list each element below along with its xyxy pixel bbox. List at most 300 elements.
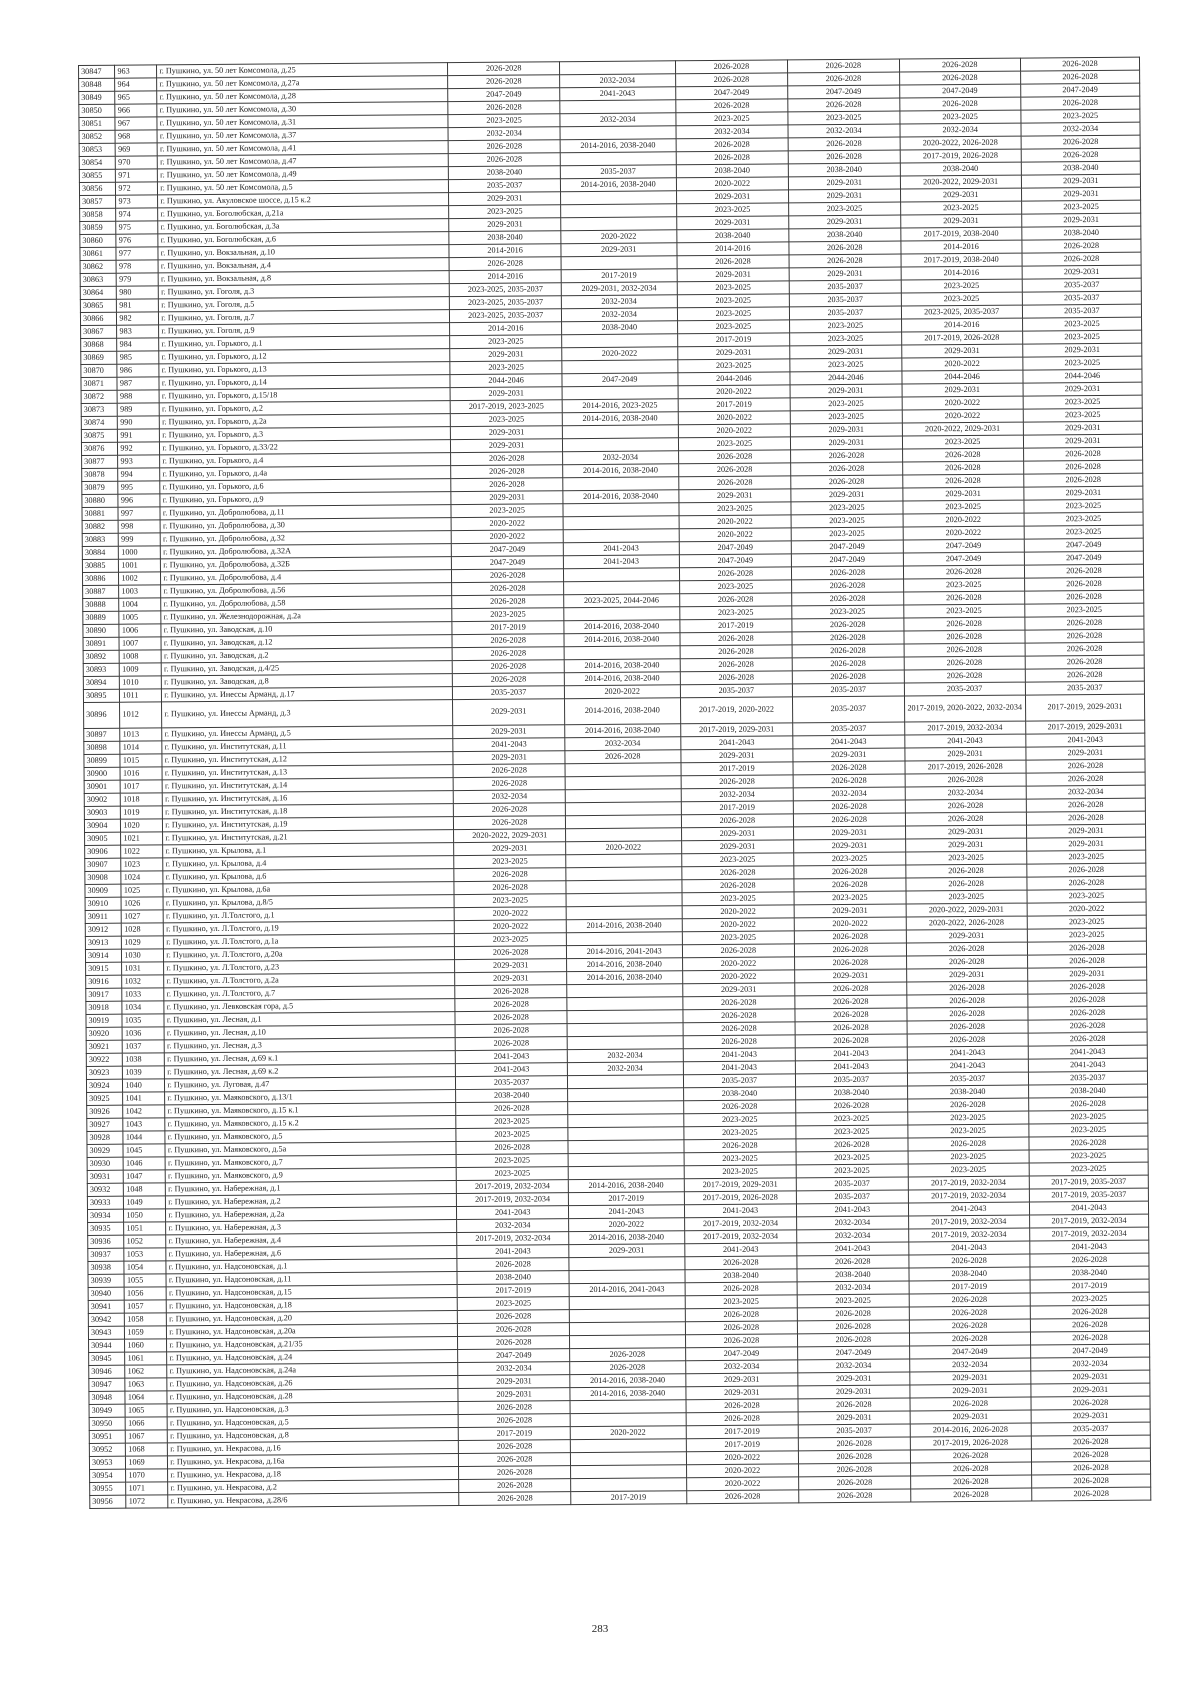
address-cell: г. Пушкино, ул. Вокзальная, д.8 bbox=[158, 271, 449, 286]
period-2-cell: 2014-2016, 2038-2040 bbox=[566, 958, 682, 972]
period-4-cell: 2023-2025 bbox=[791, 527, 902, 541]
period-3-cell: 2026-2028 bbox=[685, 1256, 798, 1270]
period-6-cell: 2029-2031 bbox=[1023, 421, 1142, 435]
item-number-cell: 982 bbox=[117, 312, 159, 325]
period-2-cell bbox=[565, 776, 681, 790]
period-5-cell: 2026-2028 bbox=[907, 1098, 1028, 1112]
period-6-cell: 2026-2028 bbox=[1031, 1396, 1150, 1410]
period-2-cell: 2014-2016, 2038-2040 bbox=[566, 971, 682, 985]
period-6-cell: 2026-2028 bbox=[1026, 798, 1145, 812]
address-cell: г. Пушкино, ул. Л.Толстого, д.19 bbox=[164, 921, 455, 936]
period-6-cell: 2023-2025 bbox=[1022, 317, 1141, 331]
period-2-cell: 2014-2016, 2041-2043 bbox=[569, 1283, 685, 1297]
address-cell: г. Пушкино, ул. Гоголя, д.9 bbox=[159, 323, 450, 338]
address-cell: г. Пушкино, ул. Л.Толстого, д.1 bbox=[163, 908, 454, 923]
period-1-cell: 2023-2025 bbox=[451, 504, 562, 518]
period-1-cell: 2029-2031 bbox=[450, 348, 561, 362]
period-2-cell: 2026-2028 bbox=[569, 1348, 685, 1362]
item-number-cell: 963 bbox=[115, 65, 157, 78]
register-table bbox=[78, 57, 1151, 1509]
period-3-cell: 2029-2031 bbox=[682, 983, 795, 997]
period-1-cell: 2023-2025, 2035-2037 bbox=[450, 283, 561, 297]
address-cell: г. Пушкино, ул. 50 лет Комсомола, д.47 bbox=[158, 154, 449, 169]
period-6-cell: 2023-2025 bbox=[1024, 512, 1143, 526]
period-4-cell: 2029-2031 bbox=[791, 488, 902, 502]
record-id-cell: 30921 bbox=[86, 1040, 122, 1053]
period-2-cell: 2014-2016, 2038-2040 bbox=[563, 490, 679, 504]
period-4-cell: 2029-2031 bbox=[794, 839, 905, 853]
period-5-cell: 2029-2031 bbox=[906, 929, 1027, 943]
period-6-cell: 2029-2031 bbox=[1022, 265, 1141, 279]
record-id-cell: 30852 bbox=[79, 130, 115, 143]
period-6-cell: 2023-2025 bbox=[1023, 395, 1142, 409]
item-number-cell: 976 bbox=[116, 234, 158, 247]
item-number-cell: 1065 bbox=[125, 1404, 167, 1417]
period-2-cell bbox=[561, 217, 677, 231]
period-4-cell: 2035-2037 bbox=[793, 722, 904, 736]
period-4-cell: 2026-2028 bbox=[789, 241, 900, 255]
period-1-cell: 2017-2019 bbox=[459, 1427, 570, 1441]
period-1-cell: 2023-2025, 2035-2037 bbox=[450, 309, 561, 323]
record-id-cell: 30929 bbox=[87, 1144, 123, 1157]
period-4-cell: 2026-2028 bbox=[788, 98, 899, 112]
period-6-cell: 2026-2028 bbox=[1027, 876, 1146, 890]
period-4-cell: 2032-2034 bbox=[793, 787, 904, 801]
address-cell: г. Пушкино, ул. Добролюбова, д.30 bbox=[160, 518, 451, 533]
period-5-cell: 2023-2025 bbox=[902, 500, 1023, 514]
period-4-cell: 2041-2043 bbox=[795, 1047, 906, 1061]
period-3-cell: 2020-2022 bbox=[679, 528, 792, 542]
address-cell: г. Пушкино, ул. Вокзальная, д.4 bbox=[158, 258, 449, 273]
period-4-cell: 2026-2028 bbox=[788, 137, 899, 151]
item-number-cell: 1043 bbox=[123, 1118, 165, 1131]
period-3-cell: 2029-2031 bbox=[676, 190, 789, 204]
period-3-cell: 2017-2019, 2032-2034 bbox=[684, 1230, 797, 1244]
period-3-cell: 2026-2028 bbox=[679, 567, 792, 581]
record-id-cell: 30949 bbox=[89, 1404, 125, 1417]
period-5-cell: 2032-2034 bbox=[905, 786, 1026, 800]
period-4-cell: 2026-2028 bbox=[799, 1450, 910, 1464]
period-3-cell: 2029-2031 bbox=[677, 346, 790, 360]
address-cell: г. Пушкино, ул. Акуловское шоссе, д.15 к.2 bbox=[158, 193, 449, 208]
period-6-cell: 2017-2019, 2029-2031 bbox=[1026, 720, 1145, 734]
period-3-cell: 2020-2022 bbox=[678, 385, 791, 399]
record-id-cell: 30917 bbox=[86, 988, 122, 1001]
record-id-cell: 30900 bbox=[84, 767, 120, 780]
period-2-cell bbox=[563, 477, 679, 491]
period-4-cell: 2029-2031 bbox=[789, 215, 900, 229]
address-cell: г. Пушкино, ул. Надсоновская, д.28 bbox=[167, 1389, 458, 1404]
record-id-cell: 30926 bbox=[87, 1105, 123, 1118]
item-number-cell: 968 bbox=[115, 130, 157, 143]
item-number-cell: 999 bbox=[119, 533, 161, 546]
item-number-cell: 1048 bbox=[124, 1183, 166, 1196]
period-1-cell: 2029-2031 bbox=[455, 959, 566, 973]
period-5-cell: 2017-2019, 2038-2040 bbox=[900, 227, 1021, 241]
item-number-cell: 1001 bbox=[119, 559, 161, 572]
period-3-cell: 2026-2028 bbox=[680, 671, 793, 685]
period-3-cell: 2032-2034 bbox=[681, 788, 794, 802]
item-number-cell: 967 bbox=[115, 117, 157, 130]
period-6-cell: 2026-2028 bbox=[1020, 57, 1139, 71]
period-5-cell: 2032-2034 bbox=[900, 123, 1021, 137]
period-6-cell: 2023-2025 bbox=[1027, 928, 1146, 942]
period-2-cell bbox=[570, 1400, 686, 1414]
period-4-cell: 2026-2028 bbox=[788, 150, 899, 164]
item-number-cell: 1025 bbox=[121, 884, 163, 897]
item-number-cell: 1053 bbox=[124, 1248, 166, 1261]
item-number-cell: 992 bbox=[118, 442, 160, 455]
address-cell: г. Пушкино, ул. Добролюбова, д.58 bbox=[161, 596, 452, 611]
address-cell: г. Пушкино, ул. Заводская, д.8 bbox=[162, 674, 453, 689]
period-5-cell: 2017-2019, 2020-2022, 2032-2034 bbox=[904, 695, 1026, 722]
period-3-cell: 2023-2025 bbox=[683, 1126, 796, 1140]
period-1-cell: 2026-2028 bbox=[451, 452, 562, 466]
record-id-cell: 30925 bbox=[87, 1092, 123, 1105]
period-6-cell: 2017-2019 bbox=[1030, 1279, 1149, 1293]
period-3-cell: 2017-2019, 2032-2034 bbox=[684, 1217, 797, 1231]
item-number-cell: 1009 bbox=[120, 663, 162, 676]
period-4-cell: 2023-2025 bbox=[796, 1164, 907, 1178]
period-4-cell: 2023-2025 bbox=[794, 891, 905, 905]
period-6-cell: 2026-2028 bbox=[1028, 1097, 1147, 1111]
period-4-cell: 2026-2028 bbox=[795, 1034, 906, 1048]
register-sheet bbox=[78, 57, 1151, 1509]
period-6-cell: 2044-2046 bbox=[1023, 369, 1142, 383]
record-id-cell: 30897 bbox=[84, 728, 120, 741]
record-id-cell: 30850 bbox=[79, 104, 115, 117]
period-1-cell: 2029-2031 bbox=[453, 699, 565, 726]
record-id-cell: 30868 bbox=[81, 338, 117, 351]
period-6-cell: 2026-2028 bbox=[1024, 564, 1143, 578]
period-4-cell: 2035-2037 bbox=[796, 1190, 907, 1204]
period-5-cell: 2026-2028 bbox=[907, 1020, 1028, 1034]
address-cell: г. Пушкино, ул. Лесная, д.10 bbox=[164, 1025, 455, 1040]
period-6-cell: 2023-2025 bbox=[1027, 850, 1146, 864]
period-4-cell: 2029-2031 bbox=[790, 345, 901, 359]
period-2-cell bbox=[570, 1465, 686, 1479]
address-cell: г. Пушкино, ул. Лесная, д.3 bbox=[164, 1038, 455, 1053]
period-1-cell: 2026-2028 bbox=[448, 101, 559, 115]
address-cell: г. Пушкино, ул. Добролюбова, д.56 bbox=[161, 583, 452, 598]
period-3-cell: 2023-2025 bbox=[682, 931, 795, 945]
item-number-cell: 1060 bbox=[125, 1339, 167, 1352]
record-id-cell: 30854 bbox=[79, 156, 115, 169]
period-3-cell: 2020-2022 bbox=[678, 424, 791, 438]
address-cell: г. Пушкино, ул. Заводская, д.12 bbox=[161, 635, 452, 650]
period-3-cell: 2026-2028 bbox=[683, 1009, 796, 1023]
period-2-cell: 2029-2031, 2032-2034 bbox=[561, 282, 677, 296]
period-1-cell: 2026-2028 bbox=[454, 881, 565, 895]
period-5-cell: 2026-2028 bbox=[909, 1306, 1030, 1320]
period-4-cell: 2026-2028 bbox=[797, 1255, 908, 1269]
period-5-cell: 2032-2034 bbox=[909, 1358, 1030, 1372]
period-1-cell: 2026-2028 bbox=[459, 1453, 570, 1467]
period-6-cell: 2026-2028 bbox=[1024, 577, 1143, 591]
period-6-cell: 2023-2025 bbox=[1025, 603, 1144, 617]
period-5-cell: 2026-2028 bbox=[905, 799, 1026, 813]
period-5-cell: 2047-2049 bbox=[903, 552, 1024, 566]
period-1-cell: 2041-2043 bbox=[456, 1050, 567, 1064]
period-4-cell: 2026-2028 bbox=[798, 1398, 909, 1412]
record-id-cell: 30860 bbox=[80, 234, 116, 247]
period-6-cell: 2023-2025 bbox=[1029, 1110, 1148, 1124]
period-6-cell: 2023-2025 bbox=[1024, 499, 1143, 513]
period-2-cell bbox=[570, 1413, 686, 1427]
period-2-cell bbox=[565, 828, 681, 842]
period-1-cell: 2026-2028 bbox=[459, 1414, 570, 1428]
item-number-cell: 1020 bbox=[121, 819, 163, 832]
period-3-cell: 2023-2025 bbox=[676, 112, 789, 126]
item-number-cell: 1002 bbox=[119, 572, 161, 585]
period-1-cell: 2017-2019, 2023-2025 bbox=[451, 400, 562, 414]
record-id-cell: 30863 bbox=[80, 273, 116, 286]
period-1-cell: 2017-2019 bbox=[452, 621, 563, 635]
period-2-cell: 2026-2028 bbox=[570, 1361, 686, 1375]
period-2-cell bbox=[566, 932, 682, 946]
address-cell: г. Пушкино, ул. Маяковского, д.15 к.2 bbox=[165, 1116, 456, 1131]
item-number-cell: 995 bbox=[118, 481, 160, 494]
period-1-cell: 2026-2028 bbox=[456, 1102, 567, 1116]
period-4-cell: 2026-2028 bbox=[794, 813, 905, 827]
period-5-cell: 2029-2031 bbox=[905, 838, 1026, 852]
period-6-cell: 2047-2049 bbox=[1021, 83, 1140, 97]
period-2-cell bbox=[566, 854, 682, 868]
item-number-cell: 1008 bbox=[119, 650, 161, 663]
period-2-cell bbox=[562, 438, 678, 452]
address-cell: г. Пушкино, ул. Лесная, д.69 к.2 bbox=[165, 1064, 456, 1079]
period-1-cell: 2032-2034 bbox=[448, 127, 559, 141]
period-6-cell: 2032-2034 bbox=[1021, 122, 1140, 136]
period-3-cell: 2041-2043 bbox=[684, 1243, 797, 1257]
address-cell: г. Пушкино, ул. Боголюбская, д.3а bbox=[158, 219, 449, 234]
period-2-cell bbox=[570, 1478, 686, 1492]
period-2-cell bbox=[568, 1166, 684, 1180]
period-1-cell: 2026-2028 bbox=[456, 1037, 567, 1051]
period-1-cell: 2035-2037 bbox=[453, 686, 564, 700]
period-2-cell: 2014-2016, 2038-2040 bbox=[564, 620, 680, 634]
period-6-cell: 2023-2025 bbox=[1029, 1149, 1148, 1163]
period-6-cell: 2029-2031 bbox=[1031, 1370, 1150, 1384]
address-cell: г. Пушкино, ул. Горького, д.3 bbox=[160, 427, 451, 442]
period-2-cell bbox=[566, 906, 682, 920]
address-cell: г. Пушкино, ул. Маяковского, д.15 к.1 bbox=[165, 1103, 456, 1118]
period-1-cell: 2029-2031 bbox=[449, 218, 560, 232]
record-id-cell: 30898 bbox=[84, 741, 120, 754]
period-5-cell: 2026-2028 bbox=[903, 630, 1024, 644]
period-3-cell: 2026-2028 bbox=[677, 255, 790, 269]
page-number: 283 bbox=[591, 1623, 609, 1635]
period-2-cell: 2032-2034 bbox=[567, 1049, 683, 1063]
period-1-cell: 2026-2028 bbox=[459, 1440, 570, 1454]
period-5-cell: 2020-2022, 2026-2028 bbox=[900, 136, 1021, 150]
period-5-cell: 2023-2025 bbox=[903, 604, 1024, 618]
period-1-cell: 2026-2028 bbox=[458, 1323, 569, 1337]
address-cell: г. Пушкино, ул. 50 лет Комсомола, д.41 bbox=[157, 141, 448, 156]
period-5-cell: 2023-2025 bbox=[902, 435, 1023, 449]
period-5-cell: 2029-2031 bbox=[910, 1410, 1031, 1424]
period-4-cell: 2029-2031 bbox=[789, 267, 900, 281]
item-number-cell: 1018 bbox=[121, 793, 163, 806]
period-1-cell: 2023-2025 bbox=[457, 1167, 568, 1181]
period-4-cell: 2035-2037 bbox=[793, 696, 905, 723]
period-3-cell: 2032-2034 bbox=[676, 125, 789, 139]
item-number-cell: 993 bbox=[118, 455, 160, 468]
period-3-cell: 2017-2019, 2026-2028 bbox=[684, 1191, 797, 1205]
address-cell: г. Пушкино, ул. Л.Толстого, д.2а bbox=[164, 973, 455, 988]
period-6-cell: 2038-2040 bbox=[1030, 1266, 1149, 1280]
period-1-cell: 2047-2049 bbox=[452, 556, 563, 570]
period-2-cell bbox=[560, 100, 676, 114]
period-2-cell bbox=[568, 1140, 684, 1154]
period-5-cell: 2017-2019, 2026-2028 bbox=[901, 331, 1022, 345]
item-number-cell: 1015 bbox=[120, 754, 162, 767]
period-5-cell: 2023-2025 bbox=[905, 851, 1026, 865]
period-4-cell: 2026-2028 bbox=[793, 761, 904, 775]
period-3-cell: 2035-2037 bbox=[683, 1074, 796, 1088]
record-id-cell: 30906 bbox=[85, 845, 121, 858]
record-id-cell: 30889 bbox=[83, 611, 119, 624]
address-cell: г. Пушкино, ул. Набережная, д.4 bbox=[166, 1233, 457, 1248]
period-1-cell: 2026-2028 bbox=[454, 868, 565, 882]
period-4-cell: 2038-2040 bbox=[797, 1268, 908, 1282]
period-2-cell: 2041-2043 bbox=[568, 1205, 684, 1219]
item-number-cell: 1035 bbox=[122, 1014, 164, 1027]
period-3-cell: 2029-2031 bbox=[676, 216, 789, 230]
period-1-cell: 2014-2016 bbox=[450, 322, 561, 336]
period-4-cell: 2023-2025 bbox=[796, 1151, 907, 1165]
period-1-cell: 2035-2037 bbox=[449, 179, 560, 193]
record-id-cell: 30903 bbox=[84, 806, 120, 819]
period-1-cell: 2020-2022 bbox=[452, 517, 563, 531]
item-number-cell: 1037 bbox=[123, 1040, 165, 1053]
period-6-cell: 2026-2028 bbox=[1027, 941, 1146, 955]
address-cell: г. Пушкино, ул. Маяковского, д.5а bbox=[165, 1142, 456, 1157]
period-5-cell: 2041-2043 bbox=[907, 1046, 1028, 1060]
period-2-cell bbox=[567, 1036, 683, 1050]
item-number-cell: 1050 bbox=[124, 1209, 166, 1222]
period-6-cell: 2041-2043 bbox=[1028, 1058, 1147, 1072]
period-4-cell: 2032-2034 bbox=[797, 1229, 908, 1243]
address-cell: г. Пушкино, ул. Институтская, д.11 bbox=[162, 739, 453, 754]
period-5-cell: 2029-2031 bbox=[902, 383, 1023, 397]
record-id-cell: 30912 bbox=[85, 923, 121, 936]
period-5-cell: 2017-2019 bbox=[909, 1280, 1030, 1294]
period-5-cell: 2014-2016 bbox=[900, 240, 1021, 254]
record-id-cell: 30938 bbox=[88, 1261, 124, 1274]
period-6-cell: 2035-2037 bbox=[1028, 1071, 1147, 1085]
period-6-cell: 2026-2028 bbox=[1027, 954, 1146, 968]
period-2-cell bbox=[565, 763, 681, 777]
period-1-cell: 2026-2028 bbox=[455, 998, 566, 1012]
period-6-cell: 2026-2028 bbox=[1025, 616, 1144, 630]
address-cell: г. Пушкино, ул. Набережная, д.3 bbox=[166, 1220, 457, 1235]
record-id-cell: 30864 bbox=[80, 286, 116, 299]
item-number-cell: 1032 bbox=[122, 975, 164, 988]
period-1-cell: 2026-2028 bbox=[458, 1401, 569, 1415]
period-1-cell: 2023-2025, 2035-2037 bbox=[450, 296, 561, 310]
period-6-cell: 2026-2028 bbox=[1027, 863, 1146, 877]
period-1-cell: 2026-2028 bbox=[453, 660, 564, 674]
period-1-cell: 2047-2049 bbox=[452, 543, 563, 557]
period-2-cell bbox=[562, 360, 678, 374]
period-2-cell bbox=[569, 1270, 685, 1284]
period-1-cell: 2038-2040 bbox=[456, 1089, 567, 1103]
item-number-cell: 1067 bbox=[126, 1430, 168, 1443]
record-id-cell: 30909 bbox=[85, 884, 121, 897]
period-5-cell: 2026-2028 bbox=[902, 461, 1023, 475]
period-3-cell: 2029-2031 bbox=[681, 827, 794, 841]
period-5-cell: 2020-2022 bbox=[903, 526, 1024, 540]
record-id-cell: 30857 bbox=[80, 195, 116, 208]
period-5-cell: 2026-2028 bbox=[899, 58, 1020, 72]
period-3-cell: 2023-2025 bbox=[677, 281, 790, 295]
period-3-cell: 2020-2022 bbox=[682, 918, 795, 932]
item-number-cell: 1069 bbox=[126, 1456, 168, 1469]
item-number-cell: 979 bbox=[117, 273, 159, 286]
record-id-cell: 30872 bbox=[81, 390, 117, 403]
period-4-cell: 2026-2028 bbox=[792, 670, 903, 684]
period-4-cell: 2026-2028 bbox=[796, 1099, 907, 1113]
period-4-cell: 2023-2025 bbox=[789, 202, 900, 216]
record-id-cell: 30885 bbox=[82, 559, 118, 572]
period-2-cell bbox=[568, 1114, 684, 1128]
address-cell: г. Пушкино, ул. Горького, д.1 bbox=[159, 336, 450, 351]
period-5-cell: 2035-2037 bbox=[904, 682, 1025, 696]
address-cell: г. Пушкино, ул. Некрасова, д.2 bbox=[168, 1480, 459, 1495]
address-cell: г. Пушкино, ул. Набережная, д.2 bbox=[166, 1194, 457, 1209]
period-4-cell: 2032-2034 bbox=[798, 1359, 909, 1373]
period-1-cell: 2029-2031 bbox=[451, 491, 562, 505]
period-6-cell: 2041-2043 bbox=[1029, 1201, 1148, 1215]
address-cell: г. Пушкино, ул. Горького, д.4а bbox=[160, 466, 451, 481]
period-4-cell: 2035-2037 bbox=[793, 683, 904, 697]
period-3-cell: 2026-2028 bbox=[675, 99, 788, 113]
period-2-cell bbox=[563, 529, 679, 543]
period-5-cell: 2017-2019, 2032-2034 bbox=[908, 1176, 1029, 1190]
period-1-cell: 2026-2028 bbox=[454, 777, 565, 791]
period-6-cell: 2029-2031 bbox=[1021, 174, 1140, 188]
period-5-cell: 2029-2031 bbox=[905, 825, 1026, 839]
period-2-cell bbox=[570, 1452, 686, 1466]
period-1-cell: 2041-2043 bbox=[457, 1245, 568, 1259]
item-number-cell: 1041 bbox=[123, 1092, 165, 1105]
item-number-cell: 1028 bbox=[122, 923, 164, 936]
address-cell: г. Пушкино, ул. Надсоновская, д.24а bbox=[167, 1363, 458, 1378]
period-6-cell: 2023-2025 bbox=[1030, 1292, 1149, 1306]
period-6-cell: 2035-2037 bbox=[1022, 278, 1141, 292]
period-2-cell: 2032-2034 bbox=[567, 1062, 683, 1076]
record-id-cell: 30890 bbox=[83, 624, 119, 637]
period-5-cell: 2026-2028 bbox=[903, 617, 1024, 631]
period-2-cell: 2047-2049 bbox=[562, 373, 678, 387]
period-4-cell: 2038-2040 bbox=[796, 1086, 907, 1100]
record-id-cell: 30862 bbox=[80, 260, 116, 273]
period-3-cell: 2023-2025 bbox=[679, 606, 792, 620]
period-2-cell: 2020-2022 bbox=[561, 230, 677, 244]
period-1-cell: 2029-2031 bbox=[458, 1375, 569, 1389]
record-id-cell: 30931 bbox=[87, 1170, 123, 1183]
period-3-cell: 2029-2031 bbox=[681, 840, 794, 854]
period-3-cell: 2029-2031 bbox=[686, 1386, 799, 1400]
period-3-cell: 2023-2025 bbox=[678, 437, 791, 451]
period-6-cell: 2029-2031 bbox=[1023, 434, 1142, 448]
period-6-cell: 2026-2028 bbox=[1031, 1474, 1150, 1488]
period-6-cell: 2026-2028 bbox=[1026, 811, 1145, 825]
period-1-cell: 2026-2028 bbox=[457, 1258, 568, 1272]
period-2-cell: 2014-2016, 2038-2040 bbox=[570, 1374, 686, 1388]
period-2-cell: 2041-2043 bbox=[563, 555, 679, 569]
